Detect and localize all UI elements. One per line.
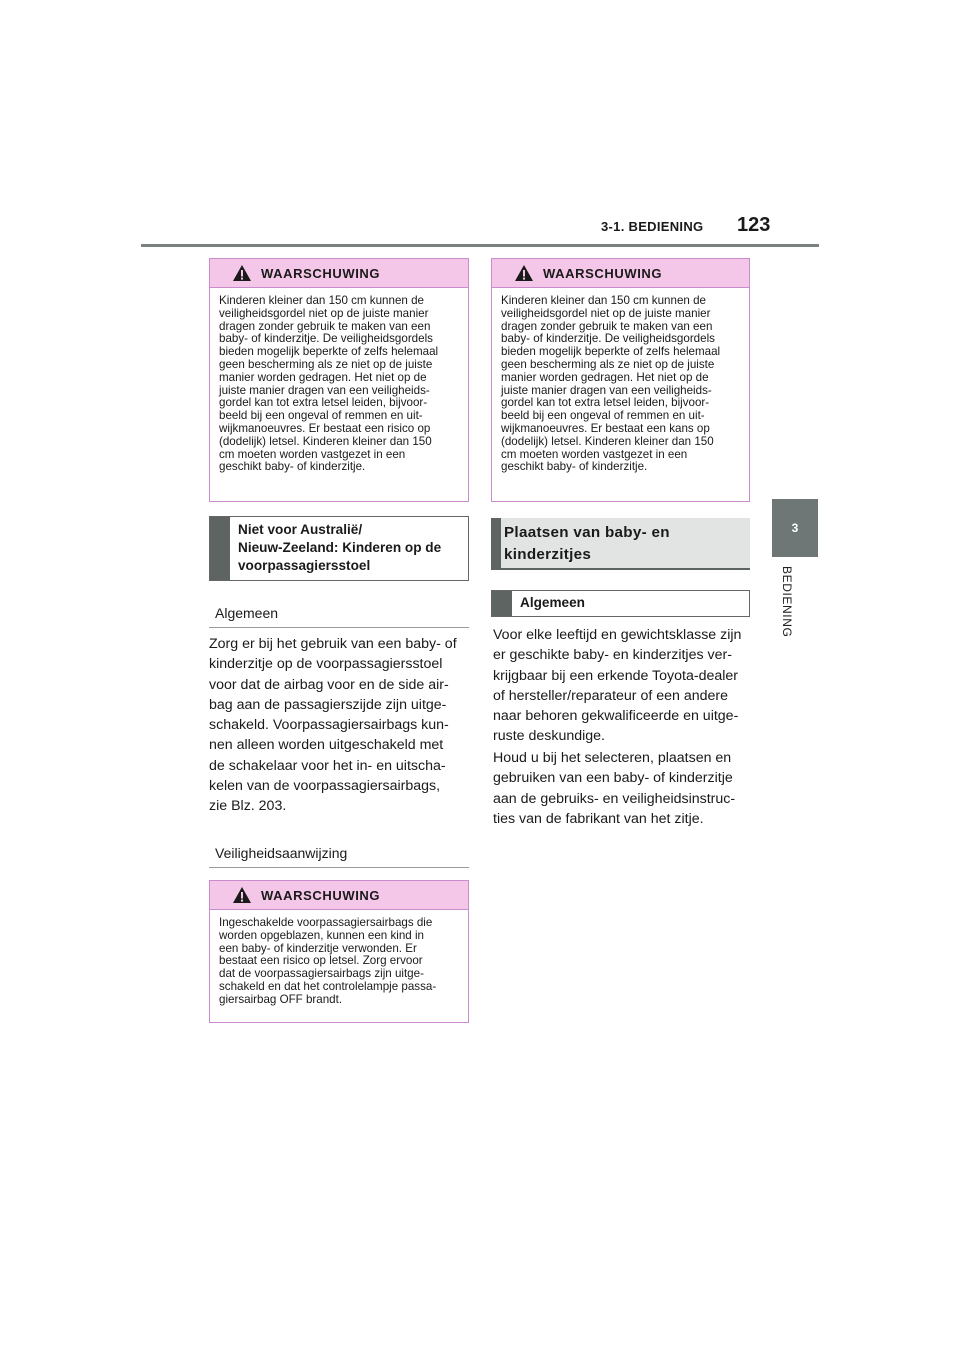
warning-text: Ingeschakelde voorpassagiersairbags die worden opgeblazen, kunnen een kind in een baby- of kinderzitje verwonden. Er bestaat een risico op letsel. Zorg ervoor dat de voorpassagiersairbags zijn uitge- schakeld en dat het controlelampje passa- giersairbag OFF brandt.	[219, 916, 437, 1006]
warning-box-right-top	[491, 258, 750, 502]
section-heading-text: Plaatsen van baby- en kinderzitjes	[504, 524, 670, 563]
warning-triangle-icon	[232, 886, 252, 904]
page-number: 123	[737, 214, 771, 236]
body-paragraph-right-2: Houd u bij het selecteren, plaatsen en gebruiken van een baby- of kinderzitje aan de gebruiks- en veiligheidsinstruc- ties van de fabrikant van het zitje.	[493, 750, 736, 827]
warning-box-left-top	[209, 258, 469, 502]
section-heading-left	[209, 516, 469, 581]
warning-text: Kinderen kleiner dan 150 cm kunnen de veiligheidsgordel niet op de juiste manier dragen zonder gebruik te maken van een baby- of kinderzitje. De veiligheidsgordels bieden mogelijk beperkte of zelfs helemaal geen bescherming als ze niet op de juiste manier worden gedragen. Het niet op de juiste manier dragen van een veiligheids- gordel kan tot extra letsel leiden, bijvoor- beeld bij een ongeval of remmen en uit- wijkmanoeuvres. Er bestaat een kans op (dodelijk) letsel. Kinderen kleiner dan 150 cm moeten worden vastgezet in een geschikt baby- of kinderzitje.	[501, 294, 721, 474]
body-paragraph-left: Zorg er bij het gebruik van een baby- of kinderzitje op de voorpassagiersstoel voor dat de airbag voor en de side air- bag aan de passagierszijde zijn uitge- schakeld. Voorpassagiersairbags kun- nen alleen worden uitgeschakeld met de schakelaar voor het in- en uitscha- kelen van de voorpassagiersairbags, zie Blz. 203.	[209, 636, 457, 815]
warning-title: WAARSCHUWING	[543, 266, 663, 281]
body-paragraph-right-1: Voor elke leeftijd en gewichtsklasse zijn er geschikte baby- en kinderzitjes ver- krijgbaar bij een erkende Toyota-dealer of hersteller/reparateur of een andere naar behoren gekwalificeerde en uitge- ruste deskundige.	[493, 627, 742, 745]
warning-title: WAARSCHUWING	[261, 266, 381, 281]
section-heading-right	[491, 518, 750, 570]
section-heading-bar	[210, 517, 230, 580]
warning-triangle-icon	[514, 264, 534, 282]
subheading-algemeen-left: Algemeen	[215, 605, 279, 621]
section-title: 3-1. BEDIENING	[601, 219, 704, 234]
chapter-label	[780, 566, 810, 646]
warning-header	[210, 881, 468, 910]
warning-title: WAARSCHUWING	[261, 888, 381, 903]
subheading-bar	[492, 591, 512, 616]
chapter-tab[interactable]: 3	[772, 499, 818, 557]
section-heading-bar	[491, 518, 501, 568]
warning-triangle-icon	[232, 264, 252, 282]
subheading-veiligheid: Veiligheidsaanwijzing	[215, 845, 348, 861]
warning-header	[492, 259, 749, 288]
warning-text: Kinderen kleiner dan 150 cm kunnen de veiligheidsgordel niet op de juiste manier dragen zonder gebruik te maken van een baby- of kinderzitje. De veiligheidsgordels bieden mogelijk beperkte of zelfs helemaal geen bescherming als ze niet op de juiste manier worden gedragen. Het niet op de juiste manier dragen van een veiligheids- gordel kan tot extra letsel leiden, bijvoor- beeld bij een ongeval of remmen en uit- wijkmanoeuvres. Er bestaat een risico op (dodelijk) letsel. Kinderen kleiner dan 150 cm moeten worden vastgezet in een geschikt baby- of kinderzitje.	[219, 294, 439, 474]
section-heading-text: Niet voor Australië/ Nieuw-Zeeland: Kinderen op de voorpassagiersstoel	[238, 522, 442, 573]
header-rule	[141, 244, 819, 247]
warning-box-left-bottom	[209, 880, 469, 1023]
subheading-rule	[209, 867, 469, 868]
subheading-algemeen-right	[491, 590, 750, 617]
chapter-label-text: BEDIENING	[780, 566, 794, 638]
warning-header	[210, 259, 468, 288]
subheading-rule	[209, 627, 469, 628]
subheading-text: Algemeen	[520, 595, 585, 610]
